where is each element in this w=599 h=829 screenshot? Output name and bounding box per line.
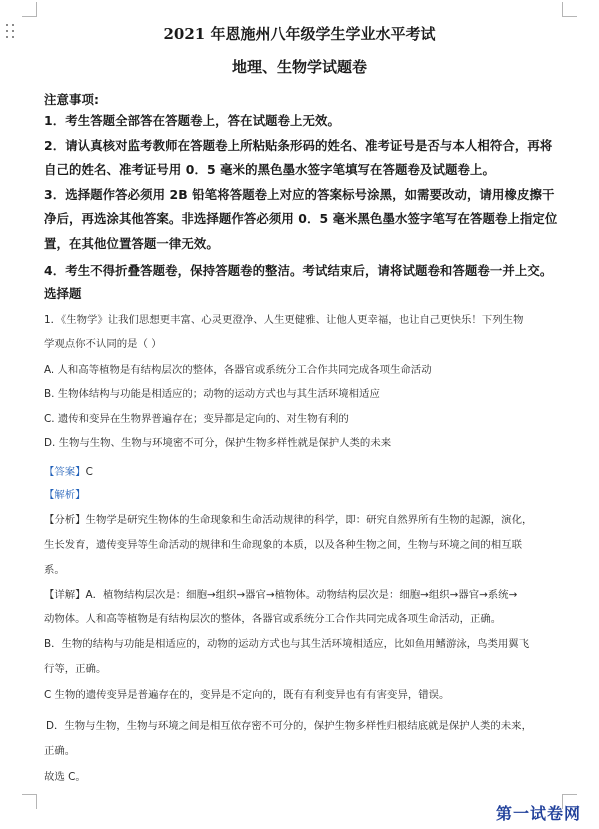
exam-subtitle: 地理、生物学试题卷 [231,58,367,76]
option-c: C. 遗传和变异在生物界普遍存在；变异都是定向的、对生物有利的 [44,413,349,425]
option-b: B. 生物体结构与功能是相适应的；动物的运动方式也与其生活环境相适应 [44,388,380,400]
detail-line: 【详解】A．植物结构层次是：细胞→组织→器官→植物体。动物结构层次是：细胞→组织→器官→系统→ [44,589,518,601]
section-heading: 选择题 [44,286,82,301]
notice-line: 1．考生答题全部答在答题卷上，答在试题卷上无效。 [44,113,341,128]
notice-line: 3．选择题作答必须用 2B 铅笔将答题卷上对应的答案标号涂黑，如需要改动，请用橡皮擦干 [44,187,555,202]
question-stem: 学观点你不认同的是（ ） [44,338,162,350]
answer-value: C [85,466,93,478]
exam-title: 2021 年恩施州八年级学生学业水平考试 [163,25,436,43]
analysis-tag: 【解析】 [44,489,86,501]
detail-line: D．生物与生物，生物与环境之间是相互依存密不可分的，保护生物多样性归根结底就是保护人类的未来， [46,720,532,732]
detail-line: 故选 C。 [44,771,86,783]
notice-heading: 注意事项: [44,92,100,107]
detail-line: C 生物的遗传变异是普遍存在的，变异是不定向的，既有有利变异也有有害变异，错误。 [44,689,450,701]
crop-mark-bottom-left [22,794,37,809]
crop-mark-top-right [562,2,577,17]
answer-tag: 【答案】 [44,466,86,478]
notice-line: 2．请认真核对监考教师在答题卷上所粘贴条形码的姓名、准考证号是否与本人相符合，再将 [44,138,553,153]
analysis-line: 系。 [44,564,65,576]
notice-line: 净后，再选涂其他答案。非选择题作答必须用 0．5 毫米黑色墨水签字笔写在答题卷上指定位 [44,211,558,226]
crop-mark-top-left [22,2,37,17]
option-a: A. 人和高等植物是有结构层次的整体，各器官或系统分工合作共同完成各项生命活动 [44,364,432,376]
detail-line: B．生物的结构与功能是相适应的，动物的运动方式也与其生活环境相适应，比如鱼用鳍游泳，鸟类用翼飞 [44,638,530,650]
detail-line: 正确。 [44,745,76,757]
detail-line: 行等，正确。 [44,663,107,675]
site-logo: 第一试卷网 [495,804,581,823]
analysis-line: 【分析】生物学是研究生物体的生命现象和生命活动规律的科学，即：研究自然界所有生物的起源，演化， [44,514,533,526]
detail-line: 动物体。人和高等植物是有结构层次的整体，各器官或系统分工合作共同完成各项生命活动，正确。 [44,613,502,625]
analysis-line: 生长发育，遗传变异等生命活动的规律和生命现象的本质，以及各种生物之间，生物与环境之间的相互联 [44,539,522,551]
notice-line: 自己的姓名、准考证号用 0．5 毫米的黑色墨水签字笔填写在答题卷及试题卷上。 [44,162,495,177]
notice-line: 4．考生不得折叠答题卷，保持答题卷的整洁。考试结束后，请将试题卷和答题卷一并上交。 [44,263,553,278]
option-d: D. 生物与生物、生物与环境密不可分，保护生物多样性就是保护人类的未来 [44,437,392,449]
answer-row [44,460,93,479]
notice-line: 置，在其他位置答题一律无效。 [44,236,219,251]
question-stem: 1．《生物学》让我们思想更丰富、心灵更澄净、人生更健雅、让他人更幸福，也让自己更快乐！下列生物 [44,314,524,326]
